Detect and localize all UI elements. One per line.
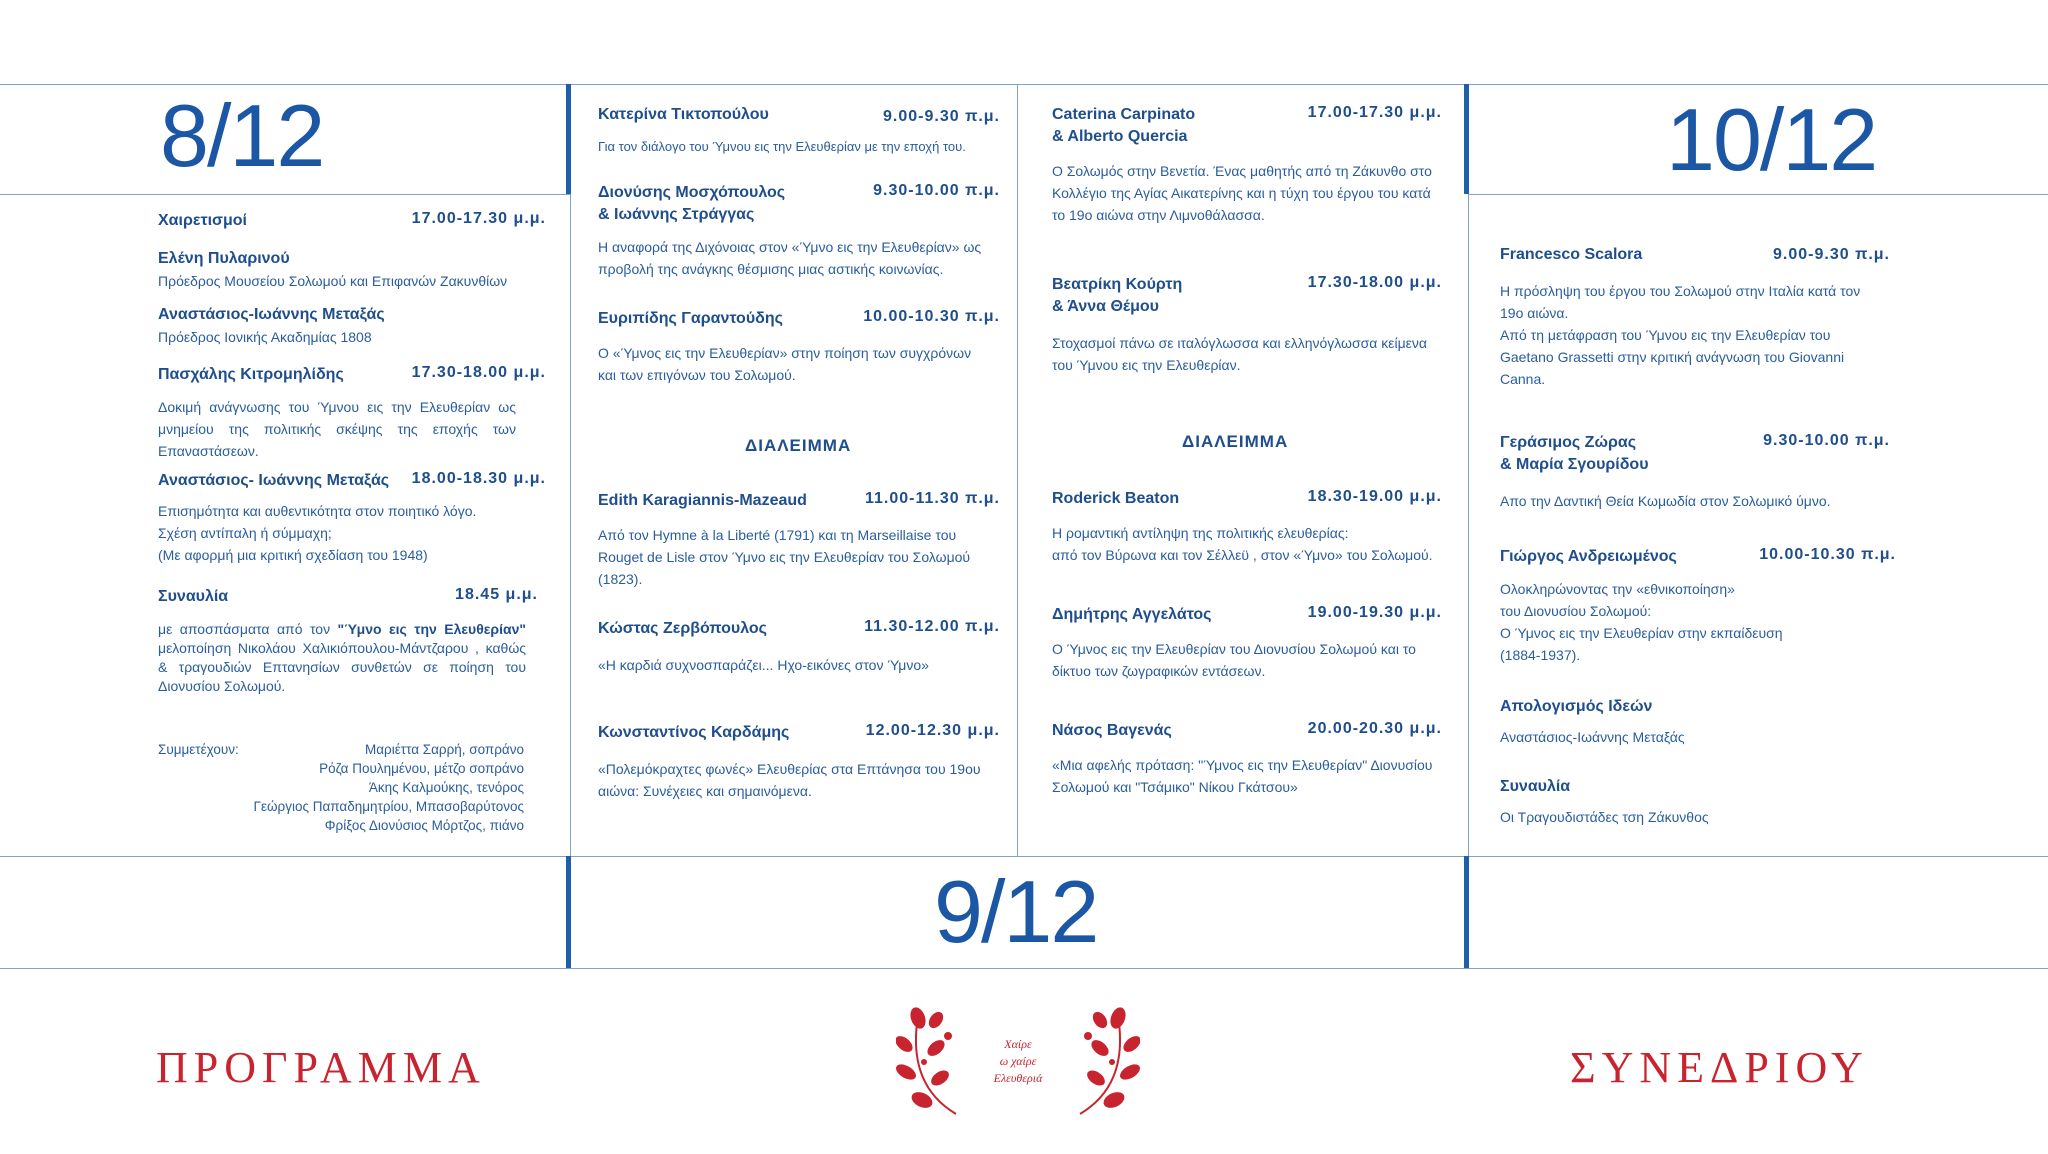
talk-speaker: Διονύσης Μοσχόπουλος & Ιωάννης Στράγγας: [598, 184, 786, 223]
speaker-name: Ελένη Πυλαρινού: [158, 250, 290, 267]
talk-time: 10.00-10.30 π.μ.: [1759, 546, 1896, 563]
talk-description: Ο Ύμνος εις την Ελευθερίαν του Διονυσίου Σολωμού και το δίκτυο των ζωγραφικών εντάσεων.: [1052, 641, 1416, 679]
concert-description: με αποσπάσματα από τον "Ύμνο εις την Ελευθερίαν" μελοποίηση Νικολάου Χαλικιόπουλου-Μάντζαρου , καθώς & τραγουδιών Επτανησίων συνθετών σε ποίηση του Διονυσίου Σολωμού.: [158, 621, 526, 694]
talk-description: Απο την Δαντική Θεία Κωμωδία στον Σολωμικό ύμνο.: [1500, 493, 1831, 509]
right-laurel-icon: [1070, 1006, 1140, 1116]
talk-time: 17.30-18.00 μ.μ.: [411, 364, 546, 381]
speaker-name: Αναστάσιος-Ιωάννης Μεταξάς: [158, 306, 385, 323]
talk-description: Η ρομαντική αντίληψη της πολιτικής ελευθερίας:: [1052, 525, 1349, 541]
talk-speaker: Δημήτρης Αγγελάτος: [1052, 606, 1212, 623]
talk-time: 18.30-19.00 μ.μ.: [1307, 488, 1442, 505]
talk-description: Για τον διάλογο του Ύμνου εις την Ελευθερίαν με την εποχή του.: [598, 139, 966, 154]
left-laurel-icon: [896, 1006, 966, 1116]
divider-col3-bottom: [1464, 856, 1469, 968]
concert-time: 18.45 μ.μ.: [455, 586, 538, 603]
talk-speaker: Νάσος Βαγενάς: [1052, 722, 1172, 739]
talk-time: 9.30-10.00 π.μ.: [873, 182, 1000, 199]
talk-time: 9.30-10.00 π.μ.: [1763, 432, 1890, 449]
talk-description: Η αναφορά της Διχόνοιας στον «Ύμνο εις την Ελευθερίαν» ως προβολή της ανάγκης θέσμισης μιας αστικής κοινωνίας.: [598, 239, 982, 277]
talk-description: «Μια αφελής πρόταση: "Ύμνος εις την Ελευθερίαν" Διονυσίου Σολωμού και "Τσάμικο" Νίκου Γκάτσου»: [1052, 757, 1433, 795]
talk-speaker: Κώστας Ζερβόπουλος: [598, 620, 767, 637]
talk-time: 19.00-19.30 μ.μ.: [1307, 604, 1442, 621]
talk-description: Ο Ύμνος εις την Ελευθερίαν στην εκπαίδευση: [1500, 625, 1783, 641]
talk-speaker: Αναστάσιος- Ιωάννης Μεταξάς: [158, 472, 390, 489]
talk-description: του Διονυσίου Σολωμού:: [1500, 603, 1652, 619]
talk-time: 11.30-12.00 π.μ.: [864, 618, 1000, 635]
divider-col1-top: [566, 84, 571, 194]
date-day-1: 8/12: [160, 86, 324, 185]
talk-description: Στοχασμοί πάνω σε ιταλόγλωσσα και ελληνόγλωσσα κείμενα του Ύμνου εις την Ελευθερίαν.: [1052, 335, 1427, 373]
talk-time: 11.00-11.30 π.μ.: [864, 490, 1000, 507]
talk-time: 9.00-9.30 π.μ.: [883, 108, 1000, 125]
talk-time: 17.30-18.00 μ.μ.: [1307, 274, 1442, 291]
talk-description: «Πολεμόκραχτες φωνές» Ελευθερίας στα Επτάνησα του 19ου αιώνα: Συνέχειες και σημαινόμενα.: [598, 761, 981, 799]
top-rule: [0, 84, 2048, 85]
divider-col3: [1468, 194, 1469, 856]
laurel-logo: [896, 1006, 1140, 1116]
participant: Ρόζα Πουλημένου, μέτζο σοπράνο: [319, 761, 524, 776]
logo-motto: Χαίρε ω χαίρε Ελευθεριά: [993, 1037, 1043, 1085]
talk-time: 9.00-9.30 π.μ.: [1773, 246, 1890, 263]
bottom-rule: [0, 968, 2048, 969]
talk-description: από τον Βύρωνα και τον Σέλλεϋ , στον «Ύμνο» του Σολωμού.: [1052, 547, 1433, 563]
talk-description: «Η καρδιά συχνοσπαράζει... Ηχο-εικόνες στον Ύμνο»: [598, 657, 929, 673]
talk-description: Ο «Ύμνος εις την Ελευθερίαν» στην ποίηση των συγχρόνων και των επιγόνων του Σολωμού.: [598, 345, 972, 383]
talk-speaker: Πασχάλης Κιτρομηλίδης: [158, 366, 344, 383]
divider-col1: [570, 194, 571, 856]
talk-speaker: Caterina Carpinato & Alberto Quercia: [1052, 106, 1196, 145]
mid-bottom-rule: [0, 856, 2048, 857]
speaker-role: Πρόεδρος Μουσείου Σολωμού και Επιφανών Ζακυνθίων: [158, 273, 508, 289]
divider-col3-top: [1464, 84, 1469, 194]
concert-title: Συναυλία: [1500, 778, 1571, 795]
break-label: ΔΙΑΛΕΙΜΜΑ: [745, 436, 852, 455]
talk-description: Σχέση αντίπαλη ή σύμμαχη;: [158, 525, 332, 541]
talk-description: Από τον Hymne à la Liberté (1791) και τη Marseillaise του Rouget de Lisle στον Ύμνο εις την Ελευθερίαν του Σολωμού (1823).: [598, 527, 971, 587]
speaker-role: Πρόεδρος Ιονικής Ακαδημίας 1808: [158, 329, 372, 345]
talk-description: Η πρόσληψη του έργου του Σολωμού στην Ιταλία κατά τον 19ο αιώνα.: [1500, 283, 1861, 321]
divider-col2: [1017, 84, 1018, 856]
footer-title-right: ΣΥΝΕΔΡΙΟΥ: [1570, 1043, 1869, 1092]
talk-speaker: Γιώργος Ανδρειωμένος: [1500, 548, 1677, 565]
talk-speaker: Edith Karagiannis-Mazeaud: [598, 492, 807, 509]
talk-speaker: Γεράσιμος Ζώρας & Μαρία Σγουρίδου: [1500, 434, 1649, 473]
divider-col1-bottom: [566, 856, 571, 968]
col4-header-rule: [1468, 194, 2048, 195]
participants-label: Συμμετέχουν:: [158, 742, 239, 757]
talk-description: (1884-1937).: [1500, 647, 1581, 663]
talk-speaker: Κωνσταντίνος Καρδάμης: [598, 724, 790, 741]
date-day-2: 9/12: [934, 862, 1098, 961]
talk-description: Ο Σολωμός στην Βενετία. Ένας μαθητής από τη Ζάκυνθο στο Κολλέγιο της Αγίας Αικατερίνης και η τύχη του έργου του κατά το 19ο αιώνα στην Λιμνοθάλασσα.: [1052, 163, 1432, 223]
talk-speaker: Roderick Beaton: [1052, 490, 1180, 507]
concert-title: Συναυλία: [158, 588, 229, 605]
participants-list: [238, 740, 524, 835]
participant: Γεώργιος Παπαδημητρίου, Μπασοβαρύτονος: [253, 799, 524, 814]
participant: Μαριέττα Σαρρή, σοπράνο: [364, 742, 524, 757]
talk-description: Δοκιμή ανάγνωσης του Ύμνου εις την Ελευθερίαν ως μνημείου της πολιτικής σκέψης της εποχής των Επαναστάσεων.: [158, 399, 516, 459]
talk-description: Ολοκληρώνοντας την «εθνικοποίηση»: [1500, 581, 1735, 597]
talk-time: 17.00-17.30 μ.μ.: [1307, 104, 1442, 121]
talk-time: 12.00-12.30 μ.μ.: [865, 722, 1000, 739]
talk-speaker: Ευριπίδης Γαραντούδης: [598, 310, 783, 327]
talk-speaker: Κατερίνα Τικτοπούλου: [598, 106, 769, 123]
participant: Φρίξος Διονύσιος Μόρτζος, πιάνο: [324, 818, 524, 833]
participant: Άκης Καλμούκης, τενόρος: [368, 780, 524, 795]
greetings-time: 17.00-17.30 μ.μ.: [411, 210, 546, 227]
talk-description: Από τη μετάφραση του Ύμνου εις την Ελευθερίαν του Gaetano Grassetti στην κριτική ανάγνωση του Giovanni Canna.: [1500, 327, 1845, 387]
talk-speaker: Francesco Scalora: [1500, 246, 1643, 263]
talk-description: Επισημότητα και αυθεντικότητα στον ποιητικό λόγο.: [158, 503, 477, 519]
date-day-3: 10/12: [1666, 90, 1877, 189]
session-description: Αναστάσιος-Ιωάννης Μεταξάς: [1500, 729, 1685, 745]
talk-description: (Με αφορμή μια κριτική σχεδίαση του 1948): [158, 547, 428, 563]
footer-title-left: ΠΡΟΓΡΑΜΜΑ: [156, 1043, 486, 1092]
talk-speaker: Βεατρίκη Κούρτη & Άννα Θέμου: [1052, 276, 1183, 315]
col1-header-rule: [0, 194, 570, 195]
talk-time: 10.00-10.30 π.μ.: [863, 308, 1000, 325]
session-title: Απολογισμός Ιδεών: [1500, 698, 1653, 715]
greetings-title: Χαιρετισμοί: [158, 212, 247, 229]
talk-time: 18.00-18.30 μ.μ.: [411, 470, 546, 487]
break-label: ΔΙΑΛΕΙΜΜΑ: [1182, 432, 1289, 451]
concert-description: Οι Τραγουδιστάδες τση Ζάκυνθος: [1500, 809, 1709, 825]
talk-time: 20.00-20.30 μ.μ.: [1307, 720, 1442, 737]
